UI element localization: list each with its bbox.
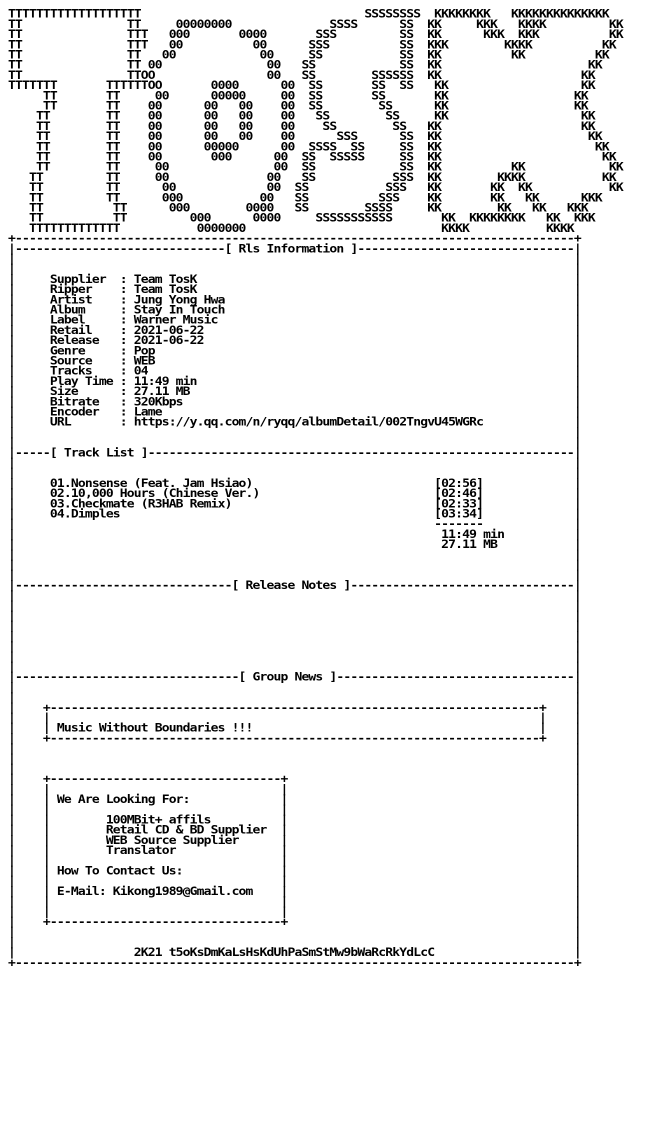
track-row: | 01.Nonsense (Feat. Jam Hsiao) [02:56] | — [8, 477, 581, 491]
logo-art-line: TT TT 00 00 SS SSS KK KKKK KK — [8, 171, 616, 185]
release-info-row: | Genre : Pop | — [8, 344, 581, 358]
nfo-line: | | — [8, 681, 581, 695]
logo-art-line: TT TT 00 00 00 00 SS SS KK KK — [8, 120, 595, 134]
nfo-line: | | — [8, 253, 581, 266]
logo-art-line: TT TTT 00 00 SSS SS KKK KKKK KK — [8, 38, 616, 52]
nfo-line: | | — [8, 610, 581, 623]
section-header-group-news: |--------------------------------[ Group News ]----------------------------------| — [8, 671, 581, 685]
recruit-box-border: | +---------------------------------+ | — [8, 773, 581, 787]
nfo-line: | | — [8, 569, 581, 583]
nfo-line: | | — [8, 926, 581, 940]
logo-art-line: TT TT 00 00 SS SS KK KK KK — [8, 161, 623, 175]
recruit-box: | | | | — [8, 803, 581, 817]
logo-art-line: TTTTTTTTTTTTTTTTTTT SSSSSSSS KKKKKKKK KKKKKKKKKKKKKK — [8, 8, 609, 22]
contact-title: | | How To Contact Us: | | — [8, 865, 581, 878]
nfo-line: | | — [8, 559, 581, 572]
motto-box-border: | +----------------------------------------------------------------------+ | — [8, 732, 581, 746]
logo-art-line: TT TT 00 000 00 SS SSSSS SS KK KK — [8, 151, 616, 164]
nfo-line: | | — [8, 467, 581, 481]
nfo-line: | | — [8, 589, 581, 603]
nfo-line: | | — [8, 650, 581, 664]
release-info-row: | Album : Stay In Touch | — [8, 304, 581, 317]
release-info-row: | Artist : Jung Yong Hwa | — [8, 293, 581, 307]
release-info-row: | Label : Warner Music | — [8, 314, 581, 328]
release-info-row: | Retail : 2021-06-22 | — [8, 324, 581, 338]
nfo-line: | | — [8, 661, 581, 674]
track-divider: | ------- | — [8, 518, 581, 532]
release-info-row: | Ripper : Team TosK | — [8, 283, 581, 297]
looking-for-item: | | 100MBit+ affils | | — [8, 814, 581, 827]
total-time: | 11:49 min | — [8, 528, 581, 542]
nfo-line: | | — [8, 630, 581, 644]
looking-for-item: | | Retail CD & BD Supplier | | — [8, 824, 581, 838]
release-info-row: | Release : 2021-06-22 | — [8, 334, 581, 348]
logo-art-line: TT TT 00 00 SS SS KK KK KK — [8, 49, 609, 62]
logo-art-line: TT TT 000 00 SS SSS KK KK KK KKK — [8, 191, 602, 205]
nfo-line: | | — [8, 426, 581, 440]
motto-box: | | | | — [8, 712, 581, 725]
recruit-box: | | | | — [8, 783, 581, 797]
release-info-row: | Tracks : 04 | — [8, 365, 581, 379]
logo-art-line: TT TT 000 0000 SSSSSSSSSSS KK KKKKKKKK KK KKK — [8, 212, 595, 226]
frame-border: +--------------------------------------------------------------------------------+ — [8, 956, 581, 970]
total-size: | 27.11 MB | — [8, 538, 581, 552]
motto-text: | | Music Without Boundaries !!! | | — [8, 722, 581, 736]
nfo-line: | | — [8, 620, 581, 634]
nfo-line: | | — [8, 752, 581, 766]
nfo-line: | | — [8, 436, 581, 450]
nfo-line: | | — [8, 936, 581, 950]
section-header-release-notes: |-------------------------------[ Release Notes ]--------------------------------| — [8, 579, 581, 593]
logo-art-line: TT TT 00 00 00 00 SS SS KK KK — [8, 100, 588, 113]
track-row: | 03.Checkmate (R3HAB Remix) [02:33] | — [8, 497, 581, 511]
looking-for-title: | | We Are Looking For: | | — [8, 793, 581, 807]
recruit-box: | | | | — [8, 895, 581, 909]
track-row: | 04.Dimples [03:34] | — [8, 508, 581, 521]
logo-art-line: TT TTOO 00 SS SSSSSS KK KK — [8, 69, 595, 83]
release-info-row: | Size : 27.11 MB | — [8, 385, 581, 399]
logo-art-line: TT TT 00000000 SSSS SS KK KKK KKKK KK — [8, 18, 623, 32]
release-info-row: | URL : https://y.qq.com/n/ryqq/albumDetail/002TngvU45WGRc | — [8, 416, 581, 430]
section-header-rls-information: |------------------------------[ Rls Information ]-------------------------------| — [8, 242, 581, 256]
footer-tag: | 2K21 t5oKsDmKaLsHsKdUhPaSmStMw9bWaRcRkYdLcC | — [8, 946, 581, 960]
recruit-box: | | | | — [8, 905, 581, 919]
nfo-line: | | — [8, 263, 581, 277]
logo-art-line: TT TT 00 00 00 00 SSS SS KK KK — [8, 130, 602, 144]
looking-for-item: | | Translator | | — [8, 844, 581, 858]
motto-box-border: | +----------------------------------------------------------------------+ | — [8, 701, 581, 715]
frame-border: +--------------------------------------------------------------------------------+ — [8, 232, 581, 246]
logo-art-line: TT TT 00 00000 00 SS SS KK KK — [8, 89, 588, 103]
release-info-row: | Encoder : Lame | — [8, 406, 581, 419]
track-row: | 02.10,000 Hours (Chinese Ver.) [02:46] | — [8, 487, 581, 501]
recruit-box: | | | | — [8, 854, 581, 868]
logo-art-line: TTTTTTT TTTTTTOO 0000 00 SS SS SS KK KK — [8, 79, 595, 93]
nfo-document — [8, 10, 672, 969]
recruit-box-border: | +---------------------------------+ | — [8, 916, 581, 929]
release-info-row: | Source : WEB | — [8, 355, 581, 368]
nfo-line: | | — [8, 763, 581, 776]
logo-art-line: TTTTTTTTTTTTT 0000000 KKKK KKKK — [8, 222, 574, 236]
recruit-box: | | | | — [8, 875, 581, 889]
release-info-row: | Bitrate : 320Kbps | — [8, 395, 581, 409]
nfo-line: | | — [8, 457, 581, 470]
looking-for-item: | | WEB Source Supplier | | — [8, 834, 581, 848]
release-info-row: | Play Time : 11:49 min | — [8, 375, 581, 389]
release-info-row: | Supplier : Team TosK | — [8, 273, 581, 287]
logo-art-line: TT TT 00 00000 00 SSSS SS SS KK KK — [8, 140, 609, 154]
nfo-line: | | — [8, 640, 581, 654]
section-header-track-list: |-----[ Track List ]-------------------------------------------------------------| — [8, 446, 581, 460]
logo-art-line: TT TT 00 00 SS SS KK KK — [8, 59, 602, 73]
nfo-line: | | — [8, 599, 581, 613]
nfo-line: | | — [8, 742, 581, 756]
contact-email: | | E-Mail: Kikong1989@Gmail.com | | — [8, 885, 581, 899]
logo-art-line: TT TT 00 00 00 00 SS SS KK KK — [8, 110, 595, 124]
logo-art-line: TT TT 00 00 SS SSS KK KK KK KK — [8, 181, 623, 195]
nfo-line: | | — [8, 691, 581, 705]
logo-art-line: TT TT 000 0000 SS SSSS KK KK KK KKK — [8, 202, 588, 215]
logo-art-line: TT TTT 000 0000 SSS SS KK KKK KKK KK — [8, 28, 623, 42]
nfo-line: | | — [8, 548, 581, 562]
